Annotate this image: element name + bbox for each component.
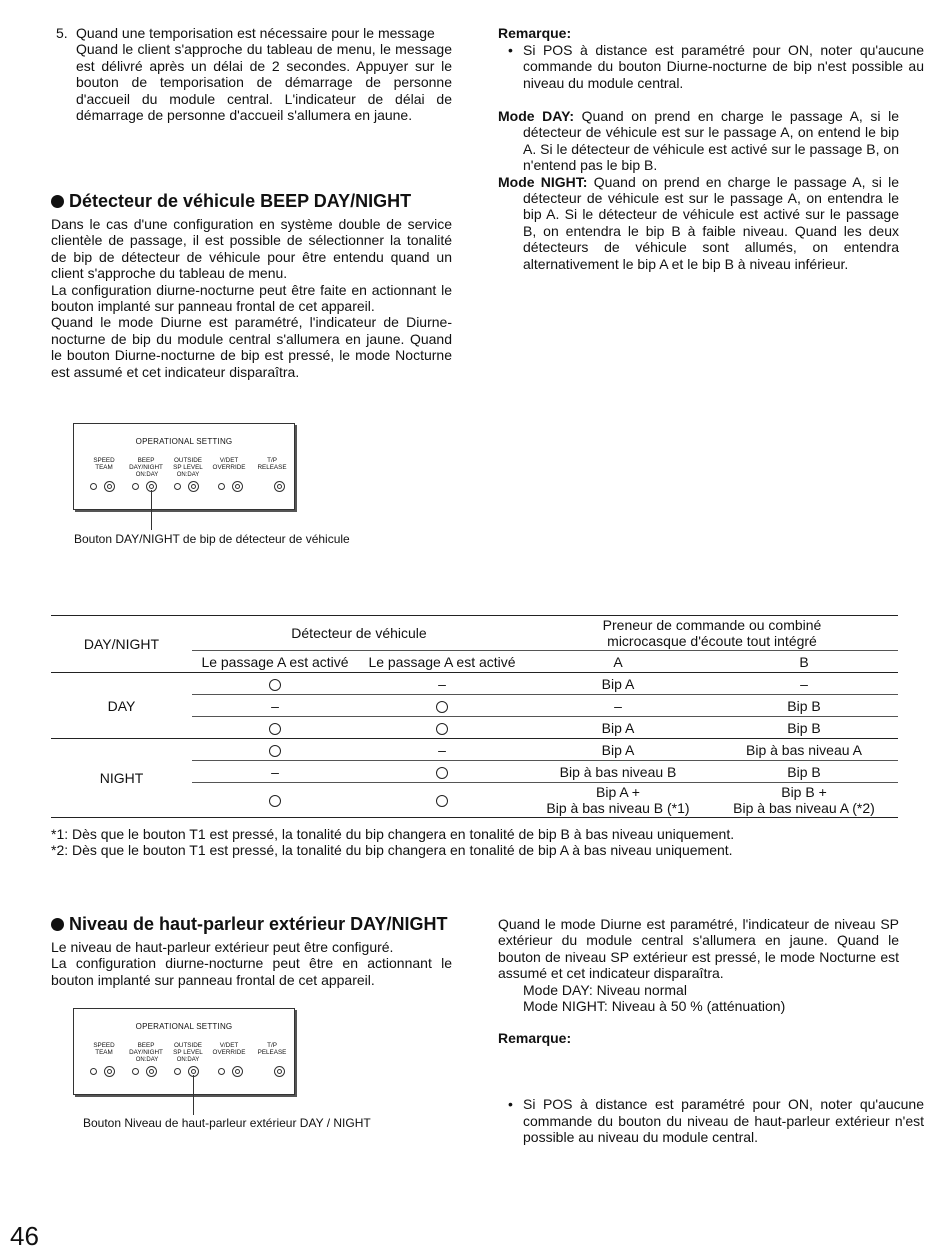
paragraph: La configuration diurne-nocturne peut être en actionnant le bouton implanté sur panneau frontal de cet appareil.: [51, 955, 452, 988]
paragraph: La configuration diurne-nocturne peut être faite en actionnant le bouton implanté sur panneau frontal de cet appareil.: [51, 281, 452, 315]
remark-text: Si POS à distance est paramétré pour ON, noter qu'aucune commande du bouton du niveau de haut-parleur extérieur n'est possible au niveau du module central.: [523, 1096, 924, 1146]
panel-label-onday: ON:DAY: [176, 1057, 200, 1063]
bullet-icon: •: [508, 1096, 513, 1113]
table-cell: Bip A: [601, 741, 635, 758]
indicator-led: [132, 483, 139, 490]
section-body: [51, 216, 452, 380]
subheader: B: [799, 653, 809, 670]
speed-team-button[interactable]: [104, 481, 115, 492]
indicator-led: [174, 1068, 181, 1075]
section-heading: [51, 190, 411, 212]
note: *1: Dès que le bouton T1 est pressé, la tonalité du bip changera en tonalité de bip B à bas niveau uniquement.: [51, 826, 735, 842]
panel-label-vdet: V/DET OVERRIDE: [212, 457, 246, 471]
panel-label-outside: OUTSIDE SP LEVEL: [173, 1042, 203, 1056]
tp-release-button[interactable]: [274, 481, 285, 492]
remark-bullet: [498, 1096, 924, 1145]
panel-label-beep: BEEP DAY/NIGHT: [129, 1042, 163, 1056]
section2-right-text: [498, 916, 899, 1014]
mode-day-line: Mode DAY: Niveau normal: [523, 981, 687, 998]
indicator-led: [132, 1068, 139, 1075]
indicator-led: [90, 1068, 97, 1075]
panel-label-onday: ON:DAY: [135, 472, 159, 478]
circle-icon: [269, 745, 281, 757]
remark-title: Remarque:: [498, 1030, 572, 1046]
table-cell: Bip B + Bip à bas niveau A (*2): [710, 783, 898, 818]
mode-night-label: Mode NIGHT:: [498, 173, 588, 190]
table-cell: Bip A: [526, 717, 710, 739]
table-cell: [192, 717, 358, 739]
panel-label-tp: T/P RELEASE: [257, 457, 287, 471]
table-cell: –: [800, 675, 808, 692]
panel-label-onday: ON:DAY: [176, 472, 200, 478]
table-cell: [192, 739, 358, 761]
table-cell: Bip B: [710, 717, 898, 739]
outside-sp-level-button[interactable]: [188, 481, 199, 492]
table-cell: –: [438, 741, 446, 758]
section-heading-text: Niveau de haut-parleur extérieur DAY/NIGHT: [69, 914, 448, 934]
tp-release-button[interactable]: [274, 1066, 285, 1077]
panel-label-speed-team: SPEED TEAM: [93, 457, 115, 471]
panel-label-speed-team: SPEED TEAM: [93, 1042, 115, 1056]
mode-night: [498, 174, 899, 272]
table-cell: Bip à bas niveau B: [526, 761, 710, 783]
vdet-override-button[interactable]: [232, 1066, 243, 1077]
indicator-led: [218, 1068, 225, 1075]
table-cell: Bip à bas niveau A: [746, 741, 862, 758]
paragraph: Quand le mode Diurne est paramétré, l'indicateur de Diurne-nocturne de bip du module central s'allumera en jaune. Quand le bouton Diurne-nocturne de bip est pressé, le mode Nocturne est assumé et cet indicateur disparaîtra.: [51, 314, 452, 380]
mode-descriptions: [498, 108, 899, 272]
table-cell: [358, 717, 526, 739]
section-body: [51, 939, 452, 988]
header-day-night: DAY/NIGHT: [51, 616, 192, 673]
circle-icon: [436, 723, 448, 735]
header-vehicle-detector: Détecteur de véhicule: [192, 616, 526, 651]
circle-icon: [269, 723, 281, 735]
callout-line: [193, 1075, 194, 1115]
note: *2: Dès que le bouton T1 est pressé, la tonalité du bip changera en tonalité de bip A à bas niveau uniquement.: [51, 842, 733, 859]
table-cell: –: [526, 695, 710, 717]
bullet-icon: [51, 195, 64, 208]
speed-team-button[interactable]: [104, 1066, 115, 1077]
section-heading-text: Détecteur de véhicule BEEP DAY/NIGHT: [69, 191, 412, 211]
item-body: Quand le client s'approche du tableau de menu, le message est délivré après un délai de 2 secondes. Appuyer sur le bouton de temporisation de démarrage de personne d'accueil du module central. L'indicateur de délai de démarrage de personne d'accueil s'allumera en jaune.: [76, 41, 452, 124]
panel-label-vdet: V/DET OVERRIDE: [212, 1042, 246, 1056]
beep-table: [51, 615, 898, 818]
remark-text: Si POS à distance est paramétré pour ON, noter qu'aucune commande du bouton Diurne-nocturne de bip n'est possible au niveau du module central.: [523, 42, 924, 91]
subheader: Le passage A est activé: [201, 653, 349, 670]
header-order-taker: Preneur de commande ou combiné microcasque d'écoute tout intégré: [526, 616, 898, 651]
mode-night-line: Mode NIGHT: Niveau à 50 % (atténuation): [523, 998, 786, 1015]
callout-line: [151, 490, 152, 530]
mode-day: [498, 108, 899, 174]
panel-title: OPERATIONAL SETTING: [135, 1022, 233, 1031]
table-cell: [358, 695, 526, 717]
panel-label-onday: ON:DAY: [135, 1057, 159, 1063]
bullet-icon: •: [508, 42, 513, 58]
group-night: NIGHT: [51, 739, 192, 818]
panel-title: OPERATIONAL SETTING: [135, 437, 233, 446]
operational-setting-panel: [73, 423, 295, 510]
figure-caption: Bouton Niveau de haut-parleur extérieur DAY / NIGHT: [83, 1116, 371, 1130]
table-cell: [192, 673, 358, 695]
mode-day-text: Quand on prend en charge le passage A, si le détecteur de véhicule est sur le passage A, on entend le bip A. Si le détecteur de véhicule est activé sur le passage B, on n'entend pas le bip B.: [523, 108, 900, 174]
table-cell: –: [192, 695, 358, 717]
panel-label-outside: OUTSIDE SP LEVEL: [173, 457, 203, 471]
circle-icon: [436, 767, 448, 779]
circle-icon: [436, 795, 448, 807]
bullet-icon: [51, 918, 64, 931]
group-day: DAY: [51, 673, 192, 739]
subheader: A: [613, 653, 623, 670]
remark-title: Remarque:: [498, 25, 572, 41]
circle-icon: [436, 701, 448, 713]
table-cell: –: [192, 761, 358, 783]
table-cell: [358, 761, 526, 783]
figure-caption: Bouton DAY/NIGHT de bip de détecteur de véhicule: [74, 532, 350, 546]
paragraph: Quand le mode Diurne est paramétré, l'indicateur de niveau SP extérieur du module central s'allumera en jaune. Quand le bouton de niveau SP extérieur est pressé, le mode Nocturne est assumé et cet indicateur disparaîtra.: [498, 916, 899, 982]
indicator-led: [218, 483, 225, 490]
table-cell: [192, 783, 358, 818]
item-number: 5.: [56, 25, 68, 41]
section-heading: [51, 913, 447, 935]
circle-icon: [269, 679, 281, 691]
panel-label-beep: BEEP DAY/NIGHT: [129, 457, 163, 471]
table-cell: –: [438, 675, 446, 692]
table-cell: Bip A + Bip à bas niveau B (*1): [526, 783, 710, 818]
operational-setting-panel: [73, 1008, 295, 1095]
list-item-5: [56, 25, 452, 123]
table-cell: Bip B: [710, 761, 898, 783]
mode-night-text: Quand on prend en charge le passage A, si le détecteur de véhicule est sur le passage A, on entendra le bip A. Si le détecteur de véhicule est activé sur le passage B, on entendra le bip B à faible niveau. Quand les deux détecteurs de véhicule sont allumés, on entendra alternativement le bip A et le bip B à niveau inférieur.: [523, 173, 900, 272]
mode-day-label: Mode DAY:: [498, 108, 575, 124]
remark-bullet: [498, 42, 924, 91]
table-cell: [358, 783, 526, 818]
item-title: Quand une temporisation est nécessaire pour le message: [76, 25, 435, 41]
beep-day-night-button[interactable]: [146, 1066, 157, 1077]
circle-icon: [269, 795, 281, 807]
paragraph: Dans le cas d'une configuration en système double de service clientèle de passage, il est possible de sélectionner la tonalité de bip de détecteur de véhicule pour être entendu quand un client s'approche du tableau de menu.: [51, 216, 452, 282]
subheader: Le passage A est activé: [368, 653, 516, 670]
page-number: 46: [10, 1221, 39, 1251]
indicator-led: [90, 483, 97, 490]
table-cell: Bip A: [601, 675, 635, 692]
vdet-override-button[interactable]: [232, 481, 243, 492]
table-cell: Bip B: [710, 695, 898, 717]
paragraph: Le niveau de haut-parleur extérieur peut être configuré.: [51, 939, 394, 955]
indicator-led: [174, 483, 181, 490]
table-notes: [51, 826, 921, 859]
panel-label-tp: T/P PELEASE: [257, 1042, 287, 1056]
